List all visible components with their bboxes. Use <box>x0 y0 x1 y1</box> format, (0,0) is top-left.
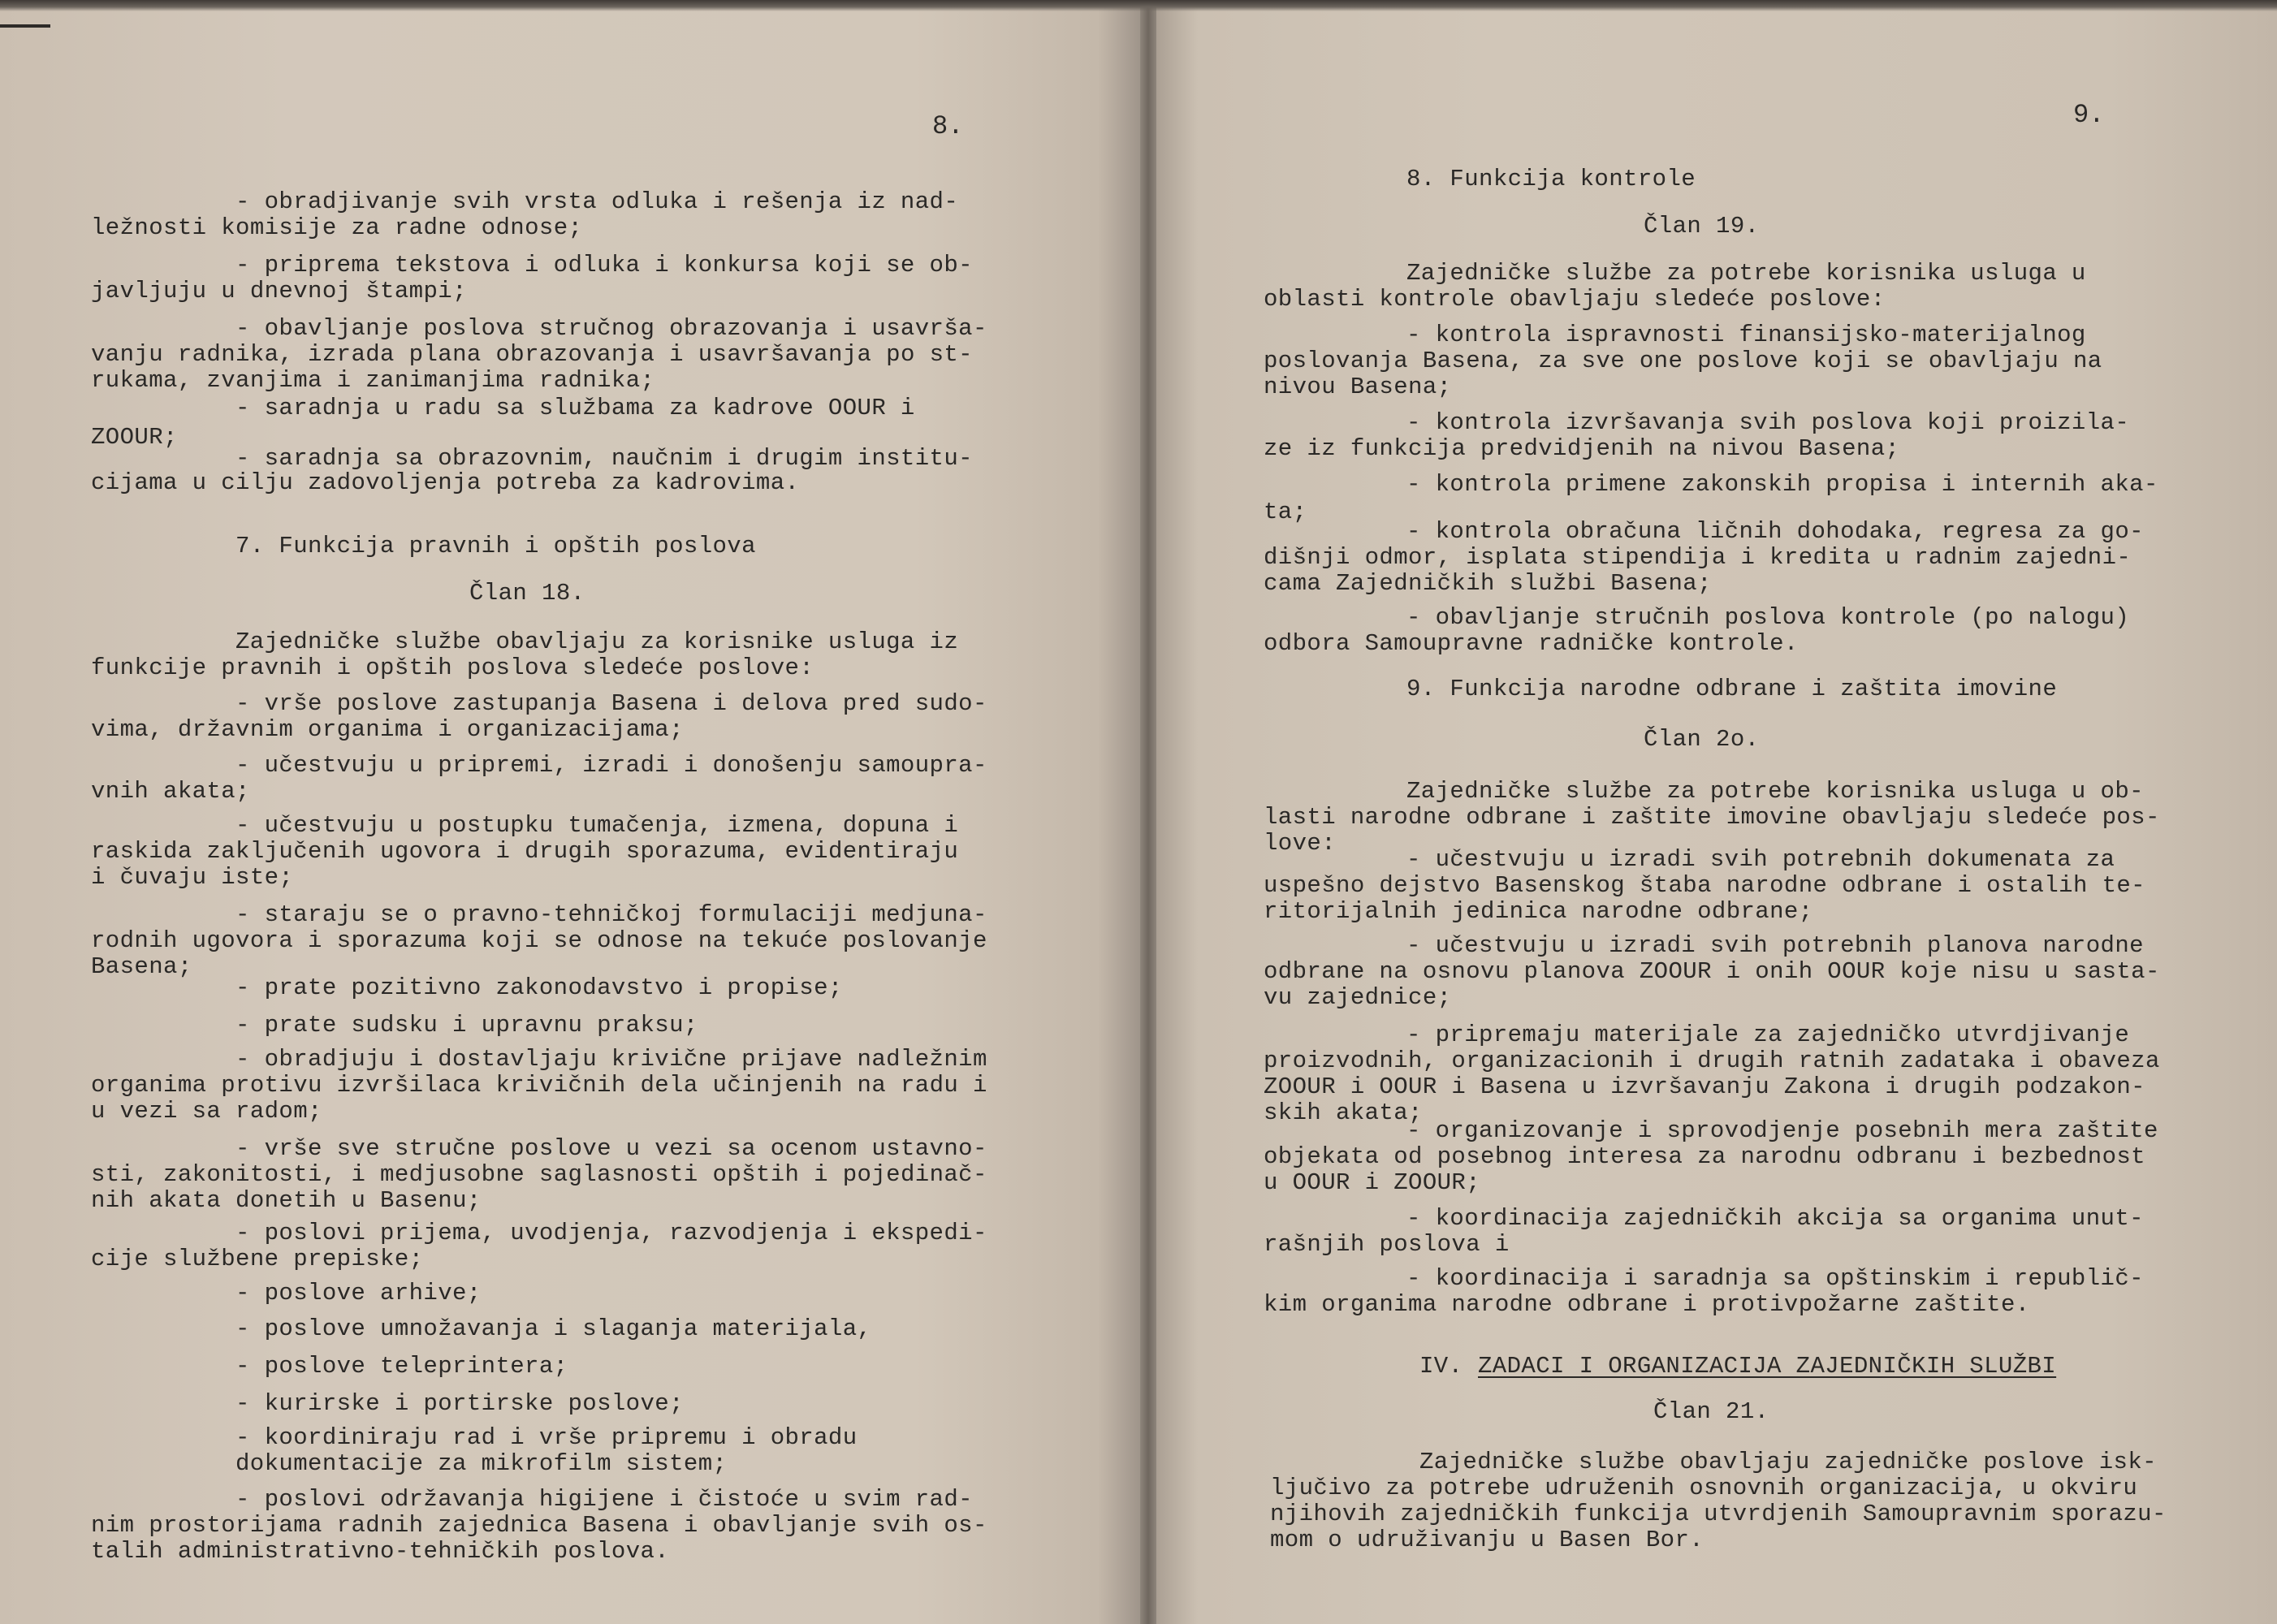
text-line: oblasti kontrole obavljaju sledeće poslove: <box>1264 286 1886 313</box>
article-heading: Član 19. <box>1644 213 1760 240</box>
text-line: mom o udruživanju u Basen Bor. <box>1270 1527 1705 1553</box>
text-line: - saradnja sa obrazovnim, naučnim i drugim institu- <box>235 445 973 472</box>
text-line: ze iz funkcija predvidjenih na nivou Basena; <box>1264 435 1900 462</box>
chapter-heading: ZADACI I ORGANIZACIJA ZAJEDNIČKIH SLUŽBI <box>1478 1353 2057 1380</box>
text-line: organima protivu izvršilaca krivičnih dela učinjenih na radu i <box>91 1072 987 1099</box>
text-line: - poslove umnožavanja i slaganja materijala, <box>235 1315 872 1342</box>
text-line: ljučivo za potrebe udruženih osnovnih organizacija, u okviru <box>1270 1475 2138 1501</box>
text-line: rukama, zvanjima i zanimanjima radnika; <box>91 367 655 394</box>
text-line: cije službene prepiske; <box>91 1246 424 1272</box>
article-heading: Član 18. <box>469 580 585 607</box>
article-heading: Član 21. <box>1653 1398 1769 1425</box>
text-line: cijama u cilju zadovoljenja potreba za kadrovima. <box>91 469 800 496</box>
text-line: - kurirske i portirske poslove; <box>235 1390 684 1417</box>
text-line: dokumentacije za mikrofilm sistem; <box>235 1450 728 1477</box>
text-line: - pripremaju materijale za zajedničko utvrdjivanje <box>1406 1021 2130 1048</box>
text-line: ta; <box>1264 499 1307 525</box>
text-line: - priprema tekstova i odluka i konkursa koji se ob- <box>235 252 973 279</box>
article-heading: Član 2o. <box>1644 726 1760 753</box>
text-line: - koordiniraju rad i vrše pripremu i obradu <box>235 1424 858 1451</box>
text-line: love: <box>1264 830 1337 857</box>
text-line: proizvodnih, organizacionih i drugih ratnih zadataka i obaveza <box>1264 1047 2160 1074</box>
text-line: - saradnja u radu sa službama za kadrove OOUR i <box>235 395 915 421</box>
text-line: - poslovi prijema, uvodjenja, razvodjenja i ekspedi- <box>235 1220 987 1246</box>
page-number: 9. <box>2073 100 2105 130</box>
text-line: poslovanja Basena, za sve one poslove koji se obavljaju na <box>1264 348 2102 374</box>
text-line: Zajedničke službe obavljaju zajedničke poslove isk- <box>1419 1449 2157 1475</box>
text-line: funkcije pravnih i opštih poslova sledeće poslove: <box>91 654 814 681</box>
text-line: nim prostorijama radnih zajednica Basena i obavljanje svih os- <box>91 1512 987 1539</box>
text-line: - prate pozitivno zakonodavstvo i propise; <box>235 974 843 1001</box>
section-heading: 9. Funkcija narodne odbrane i zaštita imovine <box>1406 676 2058 702</box>
text-line: - vrše sve stručne poslove u vezi sa ocenom ustavno- <box>235 1135 987 1162</box>
text-line: nih akata donetih u Basenu; <box>91 1187 482 1214</box>
text-line: vima, državnim organima i organizacijama; <box>91 716 684 743</box>
text-line: - koordinacija zajedničkih akcija sa organima unut- <box>1406 1205 2144 1232</box>
text-line: - obavljanje stručnih poslova kontrole (po nalogu) <box>1406 604 2130 631</box>
text-line: - kontrola izvršavanja svih poslova koji proizila- <box>1406 409 2130 436</box>
page-number: 8. <box>932 111 964 141</box>
page-top-edge <box>0 0 2277 11</box>
text-line: - staraju se o pravno-tehničkoj formulaciji medjuna- <box>235 901 987 928</box>
text-line: - vrše poslove zastupanja Basena i delova pred sudo- <box>235 690 987 717</box>
text-line: - prate sudsku i upravnu praksu; <box>235 1012 698 1039</box>
text-line: njihovih zajedničkih funkcija utvrdjenih Samoupravnim sporazu- <box>1270 1501 2167 1527</box>
text-line: kim organima narodne odbrane i protivpožarne zaštite. <box>1264 1291 2030 1318</box>
text-line: - poslovi održavanja higijene i čistoće u svim rad- <box>235 1486 973 1513</box>
text-line: rodnih ugovora i sporazuma koji se odnose na tekuće poslovanje <box>91 927 987 954</box>
text-line: - obradjivanje svih vrsta odluka i rešenja iz nad- <box>235 188 959 215</box>
text-line: - obradjuju i dostavljaju krivične prijave nadležnim <box>235 1046 987 1073</box>
text-line: Zajedničke službe za potrebe korisnika usluga u <box>1406 260 2086 287</box>
text-line: Zajedničke službe obavljaju za korisnike usluga iz <box>235 628 959 655</box>
text-line: - obavljanje poslova stručnog obrazovanja i usavrša- <box>235 315 987 342</box>
text-line: uspešno dejstvo Basenskog štaba narodne odbrane i ostalih te- <box>1264 872 2145 899</box>
text-line: - učestvuju u postupku tumačenja, izmena, dopuna i <box>235 812 959 839</box>
text-line: - kontrola obračuna ličnih dohodaka, regresa za go- <box>1406 518 2144 545</box>
right-page <box>1153 0 2277 1624</box>
text-line: vnih akata; <box>91 778 250 805</box>
text-line: skih akata; <box>1264 1099 1423 1126</box>
text-line: vanju radnika, izrada plana obrazovanja i usavršavanja po st- <box>91 341 973 368</box>
text-line: - učestvuju u pripremi, izradi i donošenju samoupra- <box>235 752 987 779</box>
text-line: talih administrativno-tehničkih poslova. <box>91 1538 670 1565</box>
chapter-number: IV. <box>1419 1353 1463 1380</box>
text-line: - koordinacija i saradnja sa opštinskim i republič- <box>1406 1265 2144 1292</box>
text-line: raskida zaključenih ugovora i drugih sporazuma, evidentiraju <box>91 838 959 865</box>
section-heading: 8. Funkcija kontrole <box>1406 166 1696 192</box>
text-line: - poslove teleprintera; <box>235 1353 568 1380</box>
text-line: objekata od posebnog interesa za narodnu odbranu i bezbednost <box>1264 1143 2145 1170</box>
text-line: Basena; <box>91 953 192 980</box>
section-heading: 7. Funkcija pravnih i opštih poslova <box>235 533 756 559</box>
text-line: javljuju u dnevnoj štampi; <box>91 278 467 304</box>
text-line: ritorijalnih jedinica narodne odbrane; <box>1264 898 1813 925</box>
text-line: cama Zajedničkih službi Basena; <box>1264 570 1712 597</box>
text-line: ZOOUR; <box>91 424 178 451</box>
text-line: i čuvaju iste; <box>91 864 294 891</box>
text-line: - poslove arhive; <box>235 1280 482 1307</box>
text-line: - učestvuju u izradi svih potrebnih planova narodne <box>1406 932 2144 959</box>
text-line: odbora Samoupravne radničke kontrole. <box>1264 630 1799 657</box>
text-line: - organizovanje i sprovodjenje posebnih mera zaštite <box>1406 1117 2158 1144</box>
text-line: ležnosti komisije za radne odnose; <box>91 214 583 241</box>
book-gutter <box>1140 0 1156 1624</box>
text-line: vu zajednice; <box>1264 984 1452 1011</box>
text-line: lasti narodne odbrane i zaštite imovine obavljaju sledeće pos- <box>1264 804 2160 831</box>
text-line: - kontrola primene zakonskih propisa i internih aka- <box>1406 471 2158 498</box>
text-line: sti, zakonitosti, i medjusobne saglasnosti opštih i pojedinač- <box>91 1161 987 1188</box>
text-line: odbrane na osnovu planova ZOOUR i onih OOUR koje nisu u sasta- <box>1264 958 2160 985</box>
corner-mark <box>0 24 50 28</box>
text-line: nivou Basena; <box>1264 374 1452 400</box>
text-line: - učestvuju u izradi svih potrebnih dokumenata za <box>1406 846 2115 873</box>
text-line: rašnjih poslova i <box>1264 1231 1510 1258</box>
text-line: u OOUR i ZOOUR; <box>1264 1169 1481 1196</box>
text-line: ZOOUR i OOUR i Basena u izvršavanju Zakona i drugih podzakon- <box>1264 1073 2145 1100</box>
text-line: dišnji odmor, isplata stipendija i kredita u radnim zajedni- <box>1264 544 2132 571</box>
text-line: u vezi sa radom; <box>91 1098 322 1125</box>
text-line: - kontrola ispravnosti finansijsko-materijalnog <box>1406 322 2086 348</box>
text-line: Zajedničke službe za potrebe korisnika usluga u ob- <box>1406 778 2144 805</box>
